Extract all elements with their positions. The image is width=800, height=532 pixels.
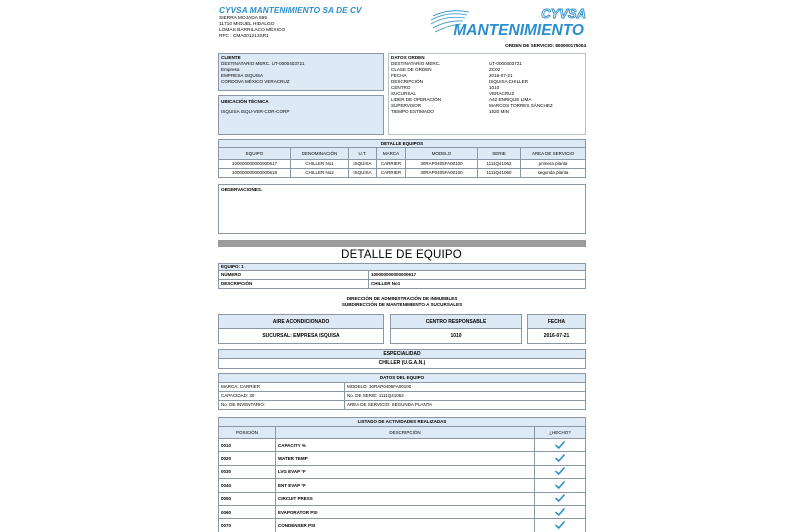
cell: 1111Q41062 xyxy=(478,160,521,169)
col-header: DENOMINACIÓN xyxy=(291,148,349,160)
observaciones-title: OBSERVACIONES. xyxy=(221,187,263,192)
equipo-table xyxy=(218,263,586,289)
datos-orden-label: DATOS ORDEN xyxy=(391,55,425,60)
equipo-table-wrap xyxy=(218,263,586,289)
datos-orden-box xyxy=(388,53,586,135)
table-row xyxy=(219,492,586,505)
inventario-cell: No. DE INVENTARIO: xyxy=(219,401,345,410)
cell: 100000000000000618 xyxy=(219,169,291,178)
direccion-line: DIRECCIÓN DE ADMINISTRACIÓN DE INMUEBLES xyxy=(346,296,458,301)
activity-done-cell xyxy=(535,452,586,465)
checkmark-icon xyxy=(555,494,565,502)
cell: 100000000000000617 xyxy=(219,160,291,169)
checkmark-icon xyxy=(555,481,565,489)
especialidad-title: ESPECIALIDAD xyxy=(219,350,585,359)
datos-orden-value: A42 ENRIQUE LIMA xyxy=(489,97,532,102)
col-header: MODELO xyxy=(406,148,478,160)
centro-value: 1010 xyxy=(450,333,462,339)
actividades-title: LISTADO DE ACTIVIDADES REALIZADAS xyxy=(219,418,586,427)
datos-equipo-table xyxy=(218,373,586,410)
col-header: POSICIÓN xyxy=(219,427,276,439)
detalle-equipos-table-wrap xyxy=(218,139,586,178)
activity-done-cell xyxy=(535,519,586,532)
datos-orden-label: SUCURSAL xyxy=(391,91,417,96)
activity-position: 0020 xyxy=(219,452,276,465)
cell: 30RAP0405FA00100 xyxy=(406,160,478,169)
aire-title: AIRE ACONDICIONADO xyxy=(219,315,383,329)
datos-orden-value: 2016-07-21 xyxy=(489,73,513,78)
serie-cell: No. DE SERIE: 1111Q41062 xyxy=(345,392,586,401)
cliente-box xyxy=(218,53,384,91)
datos-orden-label: TIEMPO ESTIMADO xyxy=(391,109,434,114)
cell: segunda planta xyxy=(521,169,586,178)
table-row xyxy=(219,169,586,178)
checkmark-icon xyxy=(555,467,565,475)
cell: ISQUISA xyxy=(349,169,377,178)
order-number: ORDEN DE SERVICIO: 800000175004 xyxy=(505,43,586,48)
cliente-title: CLIENTE xyxy=(221,55,241,60)
logo-top-text: CYVSA xyxy=(541,6,586,21)
cell: 1111Q41060 xyxy=(478,169,521,178)
datos-orden-value: VERACRUZ xyxy=(489,91,515,96)
checkmark-icon xyxy=(555,441,565,449)
activity-position: 0030 xyxy=(219,465,276,478)
address-line: 11710 MIGUEL HIDALGO xyxy=(219,22,275,27)
cliente-line: Empresa xyxy=(221,67,240,72)
checkmark-icon xyxy=(555,508,565,516)
service-order-document xyxy=(217,6,586,532)
col-header: ¿HECHO? xyxy=(535,427,586,439)
cell: CHILLER No2 xyxy=(291,169,349,178)
descripcion-label: DESCRIPCIÓN xyxy=(219,280,369,289)
activity-description: EVAPORATOR PSI xyxy=(276,505,535,518)
col-header: SERIE xyxy=(478,148,521,160)
cell: CARRIER xyxy=(377,169,406,178)
table-row xyxy=(219,465,586,478)
address-line: SIERRA MOJADA 555 xyxy=(219,16,267,21)
datos-equipo-title: DATOS DEL EQUIPO xyxy=(219,374,586,383)
activity-position: 0050 xyxy=(219,492,276,505)
datos-orden-value: 1010 xyxy=(489,85,500,90)
especialidad-value: CHILLER (U.G.A.N.) xyxy=(378,360,426,366)
activity-done-cell xyxy=(535,479,586,492)
area-cell: AREA DE SERVICIO: SEGUNDA PLANTA xyxy=(345,401,586,410)
cell: CHILLER No1 xyxy=(291,160,349,169)
checkmark-icon xyxy=(555,521,565,529)
checkmark-icon xyxy=(555,454,565,462)
activity-description: CAPACITY % xyxy=(276,439,535,452)
company-name: CYVSA MANTENIMIENTO SA DE CV xyxy=(219,6,362,15)
cyvsa-logo xyxy=(429,6,586,42)
datos-orden-label: FECHA xyxy=(391,73,407,78)
col-header: EQUIPO xyxy=(219,148,291,160)
direccion-heading xyxy=(218,296,586,307)
aire-box xyxy=(218,314,384,344)
detalle-equipos-title: DETALLE EQUIPOS xyxy=(219,140,586,148)
centro-title: CENTRO RESPONSABLE xyxy=(391,315,521,329)
activity-description: WATER TEMP xyxy=(276,452,535,465)
activity-done-cell xyxy=(535,439,586,452)
col-header: MARCA xyxy=(377,148,406,160)
cliente-line: EMPRESA ISQUISA xyxy=(221,73,264,78)
company-address xyxy=(219,16,285,40)
centro-box xyxy=(390,314,522,344)
datos-orden-label: CLASE DE ORDEN xyxy=(391,67,432,72)
datos-orden-value: ISQUISA CHILLER xyxy=(489,79,529,84)
table-row xyxy=(219,160,586,169)
actividades-wrap xyxy=(218,417,586,532)
datos-orden-value: MARCOS TORRES SÁNCHEZ xyxy=(489,103,553,108)
actividades-table xyxy=(218,417,586,532)
activity-done-cell xyxy=(535,505,586,518)
activity-done-cell xyxy=(535,465,586,478)
descripcion-value: CHILLER No1 xyxy=(369,280,586,289)
detalle-equipo-title: DETALLE DE EQUIPO xyxy=(341,249,462,261)
activity-description: ENT EVAP °F xyxy=(276,479,535,492)
cell: 30RAP0405FA00100 xyxy=(406,169,478,178)
ubicacion-value: ISQUISA ISQU-VER-COR-CORP xyxy=(221,109,290,114)
modelo-cell: MODELO: 30RAP0405FA00100 xyxy=(345,383,586,392)
especialidad-box xyxy=(218,349,586,369)
direccion-line: SUBDIRECCIÓN DE MANTENIMIENTO A SUCURSALES xyxy=(341,301,463,307)
table-row xyxy=(219,439,586,452)
datos-orden-label: CENTRO xyxy=(391,85,411,90)
ubicacion-box xyxy=(218,95,384,135)
datos-equipo-wrap xyxy=(218,373,586,410)
numero-label: NÚMERO xyxy=(219,271,369,280)
activity-position: 0010 xyxy=(219,439,276,452)
address-line: LOMAS BARRILACO MÉXICO xyxy=(219,28,286,33)
col-header: DESCRIPCIÓN xyxy=(276,427,535,439)
detalle-equipos-table xyxy=(218,139,586,178)
table-row xyxy=(219,505,586,518)
capacidad-cell: CAPACIDAD: 30 xyxy=(219,392,345,401)
datos-orden-value: ZC02 xyxy=(489,67,501,72)
cell: ISQUISA xyxy=(349,160,377,169)
cliente-line: CORDOVA MÉXICO VERACRUZ xyxy=(221,79,290,84)
datos-orden-label: DESCRIPCIÓN xyxy=(391,79,423,84)
table-row xyxy=(219,519,586,532)
table-row xyxy=(219,452,586,465)
fecha-value: 2016-07-21 xyxy=(543,333,570,339)
numero-value: 100000000000000617 xyxy=(369,271,586,280)
aire-value: SUCURSAL: EMPRESA ISQUISA xyxy=(262,333,340,339)
ubicacion-title: UBICACIÓN TÉCNICA xyxy=(221,99,269,104)
activity-position: 0040 xyxy=(219,479,276,492)
activity-done-cell xyxy=(535,492,586,505)
cliente-line: DESTINATARIO MERC. UT-0000403721 xyxy=(221,61,305,66)
datos-orden-value: UT-0000403721 xyxy=(489,61,522,66)
datos-orden-label: DESTINATARIO MERC. xyxy=(391,61,441,66)
equipo-label: EQUIPO: 1 xyxy=(219,264,586,271)
fecha-box xyxy=(527,314,586,344)
datos-orden-grid xyxy=(391,55,583,115)
observaciones-box xyxy=(218,184,586,234)
section-divider xyxy=(218,240,586,247)
activity-description: CIRCUIT PRESS xyxy=(276,492,535,505)
activity-description: LVG EVAP °F xyxy=(276,465,535,478)
logo-bottom-text: MANTENIMIENTO xyxy=(453,22,584,39)
marca-cell: MARCA: CARRIER xyxy=(219,383,345,392)
table-row xyxy=(219,479,586,492)
fecha-title: FECHA xyxy=(528,315,585,329)
col-header: U.T. xyxy=(349,148,377,160)
datos-orden-label: LIDER DE OPERACIÓN xyxy=(391,97,442,102)
activity-description: CONDENSER PSI xyxy=(276,519,535,532)
activity-position: 0070 xyxy=(219,519,276,532)
address-line: RFC : CMA001213SR1 xyxy=(219,34,269,39)
datos-orden-label: SUPERVISOR xyxy=(391,103,422,108)
datos-orden-value: 1920 MIN xyxy=(489,109,509,114)
cell: primera planta xyxy=(521,160,586,169)
col-header: AREA DE SERVICIO xyxy=(521,148,586,160)
activity-position: 0060 xyxy=(219,505,276,518)
cell: CARRIER xyxy=(377,160,406,169)
